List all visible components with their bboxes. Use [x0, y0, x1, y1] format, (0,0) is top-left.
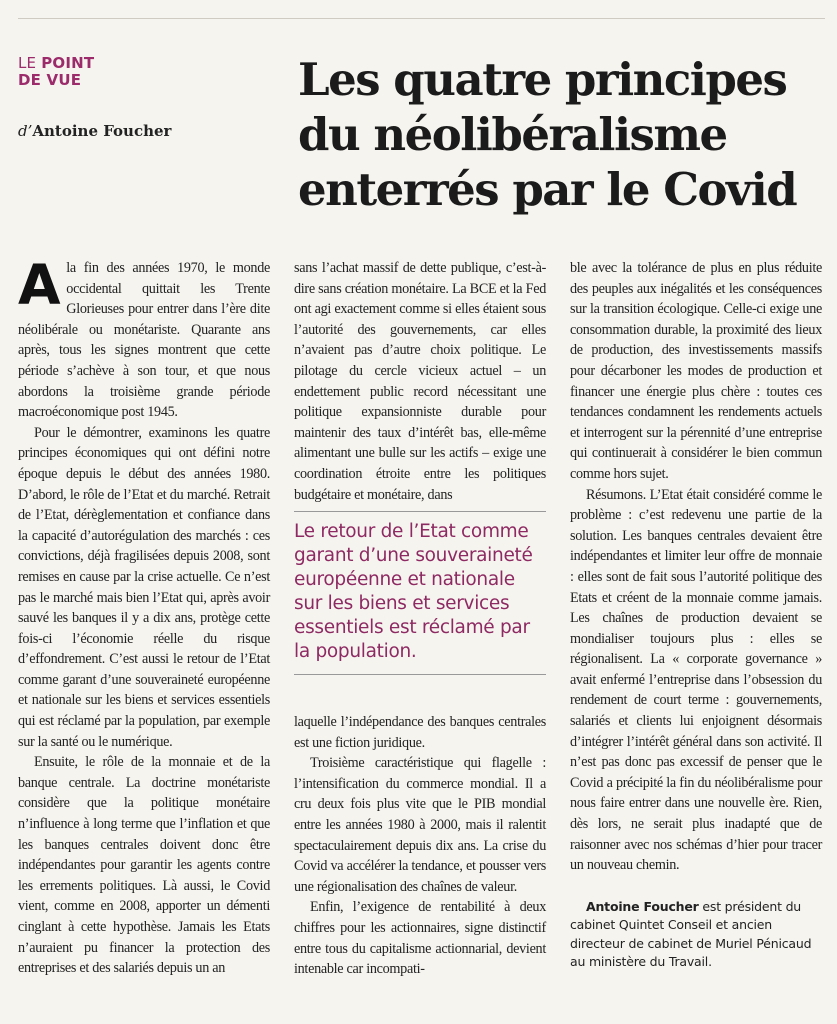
paragraph: ble avec la tolérance de plus en plus réduite des peuples aux inégalités et les conséquences sur la transition écologique. Celle-ci exige une consommation durable, la proximité des lieux de production, des investissements massifs pour décarboner les modes de production et financer une énergie plus chère : toutes ces tendances condamnent les rendements actuels et interrogent sur la pérennité d’une entreprise qui continuerait à considérer le bien commun comme hors sujet.	[570, 260, 822, 482]
paragraph: Pour le démontrer, examinons les quatre principes économiques qui ont défini notre époque depuis le début des années 1980. D’abord, le rôle de l’Etat et du marché. Retrait de l’Etat, dérèglementation et confiance dans la capacité d’autorégulation des marchés : ces convictions, déjà fragilisées depuis 2008, sont remises en cause par la crise actuelle. Ce n’est pas le marché mais bien l’Etat qui, après avoir sauvé les banques il y a dix ans, protège cette fois-ci l’économie réelle du risque d’effondrement. C’est aussi le retour de l’Etat comme garant d’une souveraineté européenne et nationale sur les biens et services essentiels qui est réclamé par la population, par exemple sur la santé ou le numérique.	[18, 424, 270, 750]
top-rule	[18, 18, 825, 19]
paragraph: laquelle l’indépendance des banques centrales est une fiction juridique.	[294, 714, 546, 751]
column-3	[570, 258, 822, 972]
kicker-point: POINT	[41, 54, 95, 72]
byline-prefix: d’	[18, 122, 33, 140]
title-line-2: du néolibéralisme	[298, 108, 727, 161]
column-2-bottom	[294, 712, 546, 980]
paragraph: Résumons. L’Etat était considéré comme le problème : c’est redevenu une partie de la solution. Les banques centrales devaient être indépendantes et limiter leur offre de monnaie : elles sont de fait sous l’autorité politique des Etats et créent de la monnaie comme jamais. Les chaînes de production devaient se mondialiser toujours plus : elles se régionalisent. La « corporate governance » avait enfermé l’entreprise dans l’obsession du rendement de court terme : gouvernements, salariés et clients lui enjoignent désormais d’intégrer l’intérêt général dans son activité. Il n’est pas donc pas excessif de penser que le Covid a précipité la fin du néolibéralisme pour nous faire entrer dans une nouvelle ère. Rien, dès lors, ne serait plus inadapté que de raisonner avec nos schémas d’hier pour tracer un nouveau chemin.	[570, 486, 822, 874]
kicker-de-vue: DE VUE	[18, 71, 82, 89]
paragraph: Troisième caractéristique qui flagelle : l’intensification du commerce mondial. Il a cru deux fois plus vite que le PIB mondial entre les années 1980 à 2000, mais il ralentit spectaculairement depuis dix ans. La crise du Covid va accélérer la tendance, et pousser vers une régionalisation des chaînes de valeur.	[294, 755, 546, 895]
bio-name: Antoine Foucher	[586, 898, 699, 914]
drop-cap: A	[18, 253, 61, 317]
title-line-3: enterrés par le Covid	[298, 163, 797, 216]
column-2-top	[294, 258, 546, 505]
paragraph: Ala fin des années 1970, le monde occidental quittait les Trente Glorieuses pour entrer dans l’ère dite néolibérale ou monétariste. Quarante ans après, tous les signes montrent que cette période s’achève à son tour, et que nous abordons la troisième grande période macroéconomique post 1945.	[18, 253, 270, 421]
paragraph: Enfin, l’exigence de rentabilité à deux chiffres pour les actionnaires, signe distinctif entre tous du capitalisme actionnarial, devient intenable car incompati-	[294, 899, 546, 978]
pull-quote-text: Le retour de l’Etat comme garant d’une souveraineté européenne et nationale sur les biens et services essentiels est réclamé par la population.	[294, 521, 533, 662]
paragraph: Ensuite, le rôle de la monnaie et de la banque centrale. La doctrine monétariste considère que la politique monétaire n’influence à long terme que l’inflation et que les banques centrales doivent donc être indépendantes pour garantir les agents contre les errements politiques. Là aussi, le Covid vient, comme en 2008, apporter un démenti cinglant à cette hypothèse. Jamais les Etats n’auraient pu financer la protection des entreprises et des salariés depuis un an	[18, 754, 270, 977]
title-line-1: Les quatre principes	[298, 53, 787, 106]
byline	[18, 122, 171, 140]
byline-author: Antoine Foucher	[32, 122, 172, 140]
section-kicker	[18, 55, 94, 89]
paragraph: sans l’achat massif de dette publique, c’est-à-dire sans création monétaire. La BCE et la Fed ont agi exactement comme si elles étaient sous l’autorité des gouvernements, car elles n’avaient pas d’autre choix politique. Le pilotage du cercle vicieux actuel – un endettement public record nécessitant une politique expansionniste durable pour maintenir des taux d’intérêt bas, elle-même alimentant une bulle sur les actifs – exige une coordination étroite entre les politiques budgétaire et monétaire, dans	[294, 260, 546, 503]
article-title	[298, 52, 818, 217]
author-bio	[570, 898, 822, 972]
kicker-le: LE	[18, 54, 42, 72]
bio-text: est président du cabinet Quintet Conseil et ancien directeur de cabinet de Muriel Pénicaud au ministère du Travail.	[570, 898, 812, 970]
pull-quote	[294, 511, 546, 675]
column-1	[18, 253, 270, 979]
